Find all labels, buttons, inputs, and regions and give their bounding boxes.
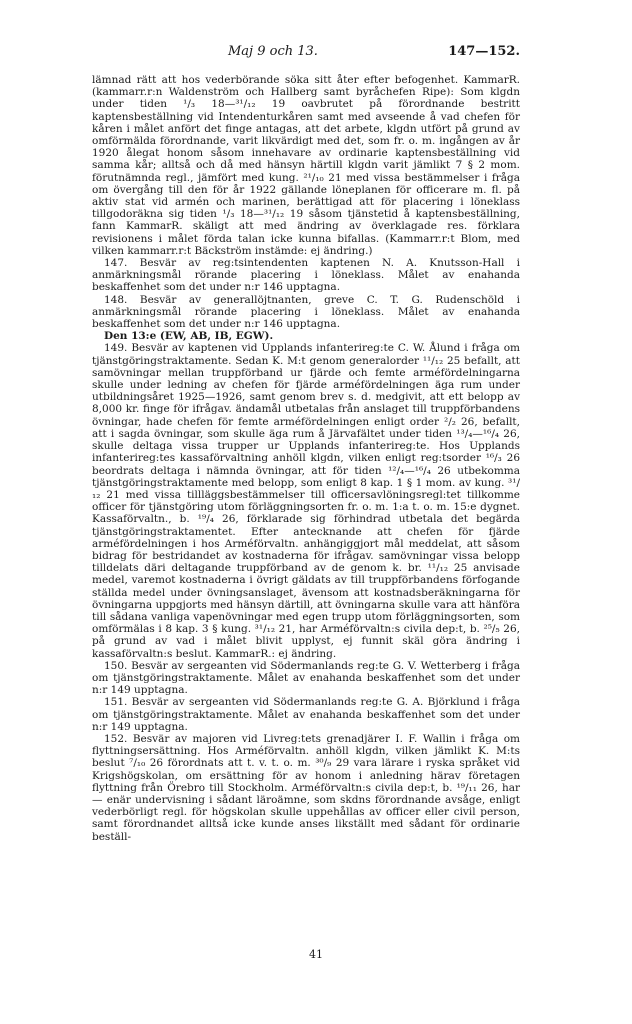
page-number: 41 bbox=[309, 948, 323, 961]
date-heading: Den 13:e (EW, AB, IB, EGW). bbox=[104, 330, 274, 343]
entry-147: 147. Besvär av reg:tsintendenten kaptenen N. A. Knutsson-Hall i anmärkningsmål rörande placering i löneklass. Målet av enahanda beskaffenhet som det under n:r 146 upptagna. bbox=[92, 257, 520, 294]
header-page-range: 147—152. bbox=[448, 44, 520, 59]
running-header bbox=[92, 42, 520, 66]
entry-152: 152. Besvär av majoren vid Livreg:tets grenadjärer I. F. Wallin i fråga om flyttningsersättning. Hos Arméförvaltn. anhöll klgdn, vilken jämlikt K. M:ts beslut ⁷/₁₀ 26 förordnats att t. v. t. o. m. ³⁰/₉ 29 vara lärare i ryska språket vid Krigshögskolan, om ersättning för av honom i anledning härav företagen flyttning från Örebro till Stockholm. Arméförvaltn:s civila dep:t, b. ¹⁹/₁₁ 26, har — enär undervisning i sådant läroämne, som skdns förordnande avsåge, enligt vederbörligt regl. för högskolan skulle uppehållas av officer eller civil person, samt förordnandet alltså icke kunde anses likställt med sådant för ordinarie beställ- bbox=[92, 732, 520, 843]
header-title: Maj 9 och 13. bbox=[228, 44, 318, 59]
entry-148: 148. Besvär av generallöjtnanten, greve C. T. G. Rudenschöld i anmärkningsmål rörande placering i löneklass. Målet av enahanda beskaffenhet som det under n:r 146 upptagna. bbox=[92, 293, 520, 331]
document-body bbox=[92, 74, 520, 843]
entry-150: 150. Besvär av sergeanten vid Södermanlands reg:te G. V. Wetterberg i fråga om tjänstgöringstraktamente. Målet av enahanda beskaffenhet som det under n:r 149 upptagna. bbox=[92, 659, 520, 697]
entry-151: 151. Besvär av sergeanten vid Södermanlands reg:te G. A. Björklund i fråga om tjänstgöringstraktamente. Målet av enahanda beskaffenhet som det under n:r 149 upptagna. bbox=[92, 696, 520, 733]
paragraph-continuation: lämnad rätt att hos vederbörande söka sitt åter efter befogenhet. KammarR. (kammarr.r:n Waldenström och Hallberg samt byråchefen Ripe): Som klgdn under tiden ¹/₃ 18—³¹/₁₂ 19 oavbrutet på förordnande bestritt kaptensbeställning vid Intendenturkåren samt med avseende å vad chefen för kåren i målet anfört det finge antagas, att det arbete, klgdn utfört på grund av omförmälda förordnande, varit likvärdigt med det, som fr. o. m. ingången av år 1920 ålegat honom såsom innehavare av ordinarie kaptensbeställning vid samma kår; alltså och då med hänsyn härtill klgdn varit jämlikt 7 § 2 mom. förutnämnda regl., jämfört med kung. ²¹/₁₀ 21 med vissa bestämmelser i fråga om övergång till den för år 1922 gällande löneplanen för officerare m. fl. på aktiv stat vid armén och marinen, berättigad att för placering i löneklass tillgodoräkna sig tiden ¹/₃ 18—³¹/₁₂ 19 såsom tjänstetid å kaptensbeställning, fann KammarR. skäligt att med ändring av överklagade res. förklara revisionens i målet förda talan icke kunna bifallas. (Kammarr.r:t Blom, med vilken kammarr.r:t Bäckström instämde: ej ändring.) bbox=[92, 74, 520, 257]
entry-149: 149. Besvär av kaptenen vid Upplands infanterireg:te C. W. Ålund i fråga om tjänstgöringstraktamente. Sedan K. M:t genom generalorder ¹¹/₁₂ 25 befallt, att samövningar mellan truppförband ur fjärde och femte arméfördelningarna skulle under ledning av chefen för fjärde arméfördelningen äga rum under utbildningsåret 1925—1926, samt genom brev s. d. medgivit, att ett belopp av 8,000 kr. finge för ifrågav. ändamål utbetalas från anslaget till truppförbandens övningar, hade chefen för femte arméfördelningen enligt order ²/₂ 26, befallt, att i sagda övningar, som skulle äga rum å Järvafältet under tiden ¹³/₄—¹⁶/₄ 26, skulle deltaga vissa trupper ur Upplands infanterireg:te. Hos Upplands infanterireg:tes kassaförvaltning anhöll klgdn, vilken enligt reg:tsorder ¹⁶/₃ 26 beordrats deltaga i nämnda övningar, att för tiden ¹²/₄—¹⁶/₄ 26 utbekomma tjänstgöringstraktamente med belopp, som enligt 8 kap. 1 § 1 mom. av kung. ³¹/₁₂ 21 med vissa tillläggsbestämmelser till officersavlöningsregl:tet tillkomme officer för tjänstgöring utom förläggningsorten fr. o. m. 1:a t. o. m. 15:e dygnet. Kassaförvaltn., b. ¹⁹/₄ 26, förklarade sig förhindrad utbetala det begärda tjänstgöringstraktamentet. Efter antecknande att chefen för fjärde arméfördelningen i hos Arméförvaltn. anhängiggjort mål meddelat, att såsom bidrag för bestridandet av kostnaderna för ifrågav. samövningar vissa belopp tilldelats däri deltagande truppförband av de genom k. br. ¹¹/₁₂ 25 anvisade medel, varemot kostnaderna i övrigt gäldats av till truppförbandens förfogande ställda medel under övningsanslaget, ävensom att kostnadsberäkningarna för övningarna uppgjorts med hänsyn därtill, att övningarna skulle vara att hänföra till sådana vanliga vapenövningar med egen trupp utom förläggningsorten, som omförmälas i 8 kap. 3 § kung. ³¹/₁₂ 21, har Arméförvaltn:s civila dep:t, b. ²⁵/₅ 26, på grund av vad i målet blivit upplyst, ej funnit skäl göra ändring i kassaförvaltn:s beslut. KammarR.: ej ändring. bbox=[92, 342, 520, 660]
